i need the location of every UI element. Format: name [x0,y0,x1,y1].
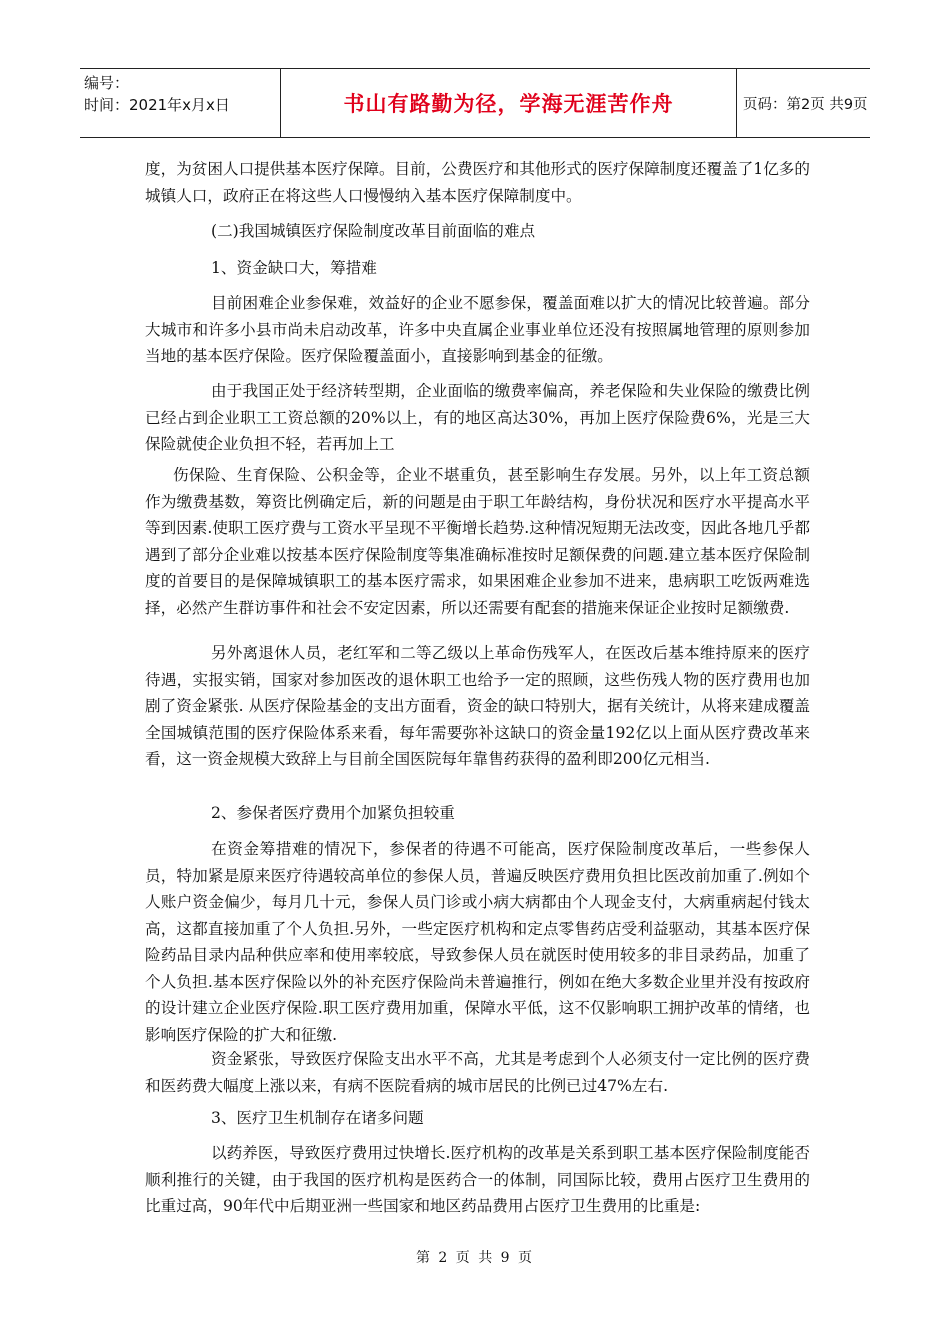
paragraph: 目前困难企业参保难，效益好的企业不愿参保，覆盖面难以扩大的情况比较普遍。部分大城市和许多小县市尚未启动改革，许多中央直属企业事业单位还没有按照属地管理的原则参加当地的基本医疗保险。医疗保险覆盖面小，直接影响到基金的征缴。 [145,294,810,365]
page-info: 页码：第2页 共9页 [743,96,868,113]
header-page-cell [737,69,870,137]
number-label: 编号： [84,74,130,92]
subsection-heading: 3、医疗卫生机制存在诸多问题 [211,1109,424,1127]
header-motto-cell [280,69,737,137]
paragraph: 以药养医，导致医疗费用过快增长.医疗机构的改革是关系到职工基本医疗保险制度能否顺利推行的关键，由于我国的医疗机构是医药合一的体制，同国际比较，费用占医疗卫生费用的比重过高，90年代中后期亚洲一些国家和地区药品费用占医疗卫生费用的比重是: [145,1144,810,1215]
paragraph: 另外离退休人员，老红军和二等乙级以上革命伤残军人，在医改后基本维持原来的医疗待遇，实报实销，国家对参加医改的退休职工也给予一定的照顾，这些伤残人物的医疗费用也加剧了资金紧张. 从医疗保险基金的支出方面看，资金的缺口特别大，据有关统计，从将来建成覆盖全国城镇范围的医疗保险体系来看，每年需要弥补这缺口的资金量192亿以上面从医疗费改革来看，这一资金规模大致辞上与目前全国医院每年靠售药获得的盈利即200亿元相当. [145,644,810,768]
paragraph: 度，为贫困人口提供基本医疗保障。目前，公费医疗和其他形式的医疗保障制度还覆盖了1亿多的城镇人口，政府正在将这些人口慢慢纳入基本医疗保障制度中。 [145,160,810,205]
paragraph: 资金紧张，导致医疗保险支出水平不高，尤其是考虑到个人必须支付一定比例的医疗费和医药费大幅度上涨以来，有病不医院看病的城市居民的比例已过47%左右. [145,1050,810,1095]
motto-text: 书山有路勤为径，学海无涯苦作舟 [343,92,674,116]
subsection-heading: 2、参保者医疗费用个加紧负担较重 [211,804,455,822]
page-footer: 第 2 页 共 9 页 [415,1250,535,1266]
paragraph: 在资金筹措难的情况下，参保者的待遇不可能高，医疗保险制度改革后，一些参保人员，特加紧是原来医疗待遇较高单位的参保人员，普遍反映医疗费用负担比医改前加重了.例如个人账户资金偏少，每月几十元，参保人员门诊或小病大病都由个人现金支付，大病重病起付钱太高，这都直接加重了个人负担.另外，一些定医疗机构和定点零售药店受利益驱动，其基本医疗保险药品目录内品种供应率和使用率较底，导致参保人员在就医时使用较多的非目录药品，加重了个人负担.基本医疗保险以外的补充医疗保险尚未普遍推行，例如在绝大多数企业里并没有按政府的设计建立企业医疗保险.职工医疗费用加重，保障水平低，这不仅影响职工拥护改革的情绪，也影响医疗保险的扩大和征缴. [145,840,810,1044]
time-label: 时间：2021年x月x日 [84,96,230,114]
header-meta [80,69,280,137]
page-header [80,68,870,138]
subsection-heading: 1、资金缺口大，筹措难 [211,259,377,277]
paragraph: 伤保险、生育保险、公积金等，企业不堪重负，甚至影响生存发展。另外，以上年工资总额作为缴费基数，筹资比例确定后，新的问题是由于职工年龄结构，身份状况和医疗水平提高水平等到因素.使职工医疗费与工资水平呈现不平衡增长趋势.这种情况短期无法改变，因此各地几乎都遇到了部分企业难以按基本医疗保险制度等集准确标准按时足额保费的问题.建立基本医疗保险制度的首要目的是保障城镇职工的基本医疗需求，如果困难企业参加不进来，患病职工吃饭两难选择，必然产生群访事件和社会不安定因素，所以还需要有配套的措施来保证企业按时足额缴费. [145,466,810,617]
section-heading: (二)我国城镇医疗保险制度改革目前面临的难点 [211,222,536,240]
paragraph: 由于我国正处于经济转型期，企业面临的缴费率偏高，养老保险和失业保险的缴费比例已经占到企业职工工资总额的20%以上，有的地区高达30%，再加上医疗保险费6%，光是三大保险就使企业负担不轻，若再加上工 [145,382,810,453]
